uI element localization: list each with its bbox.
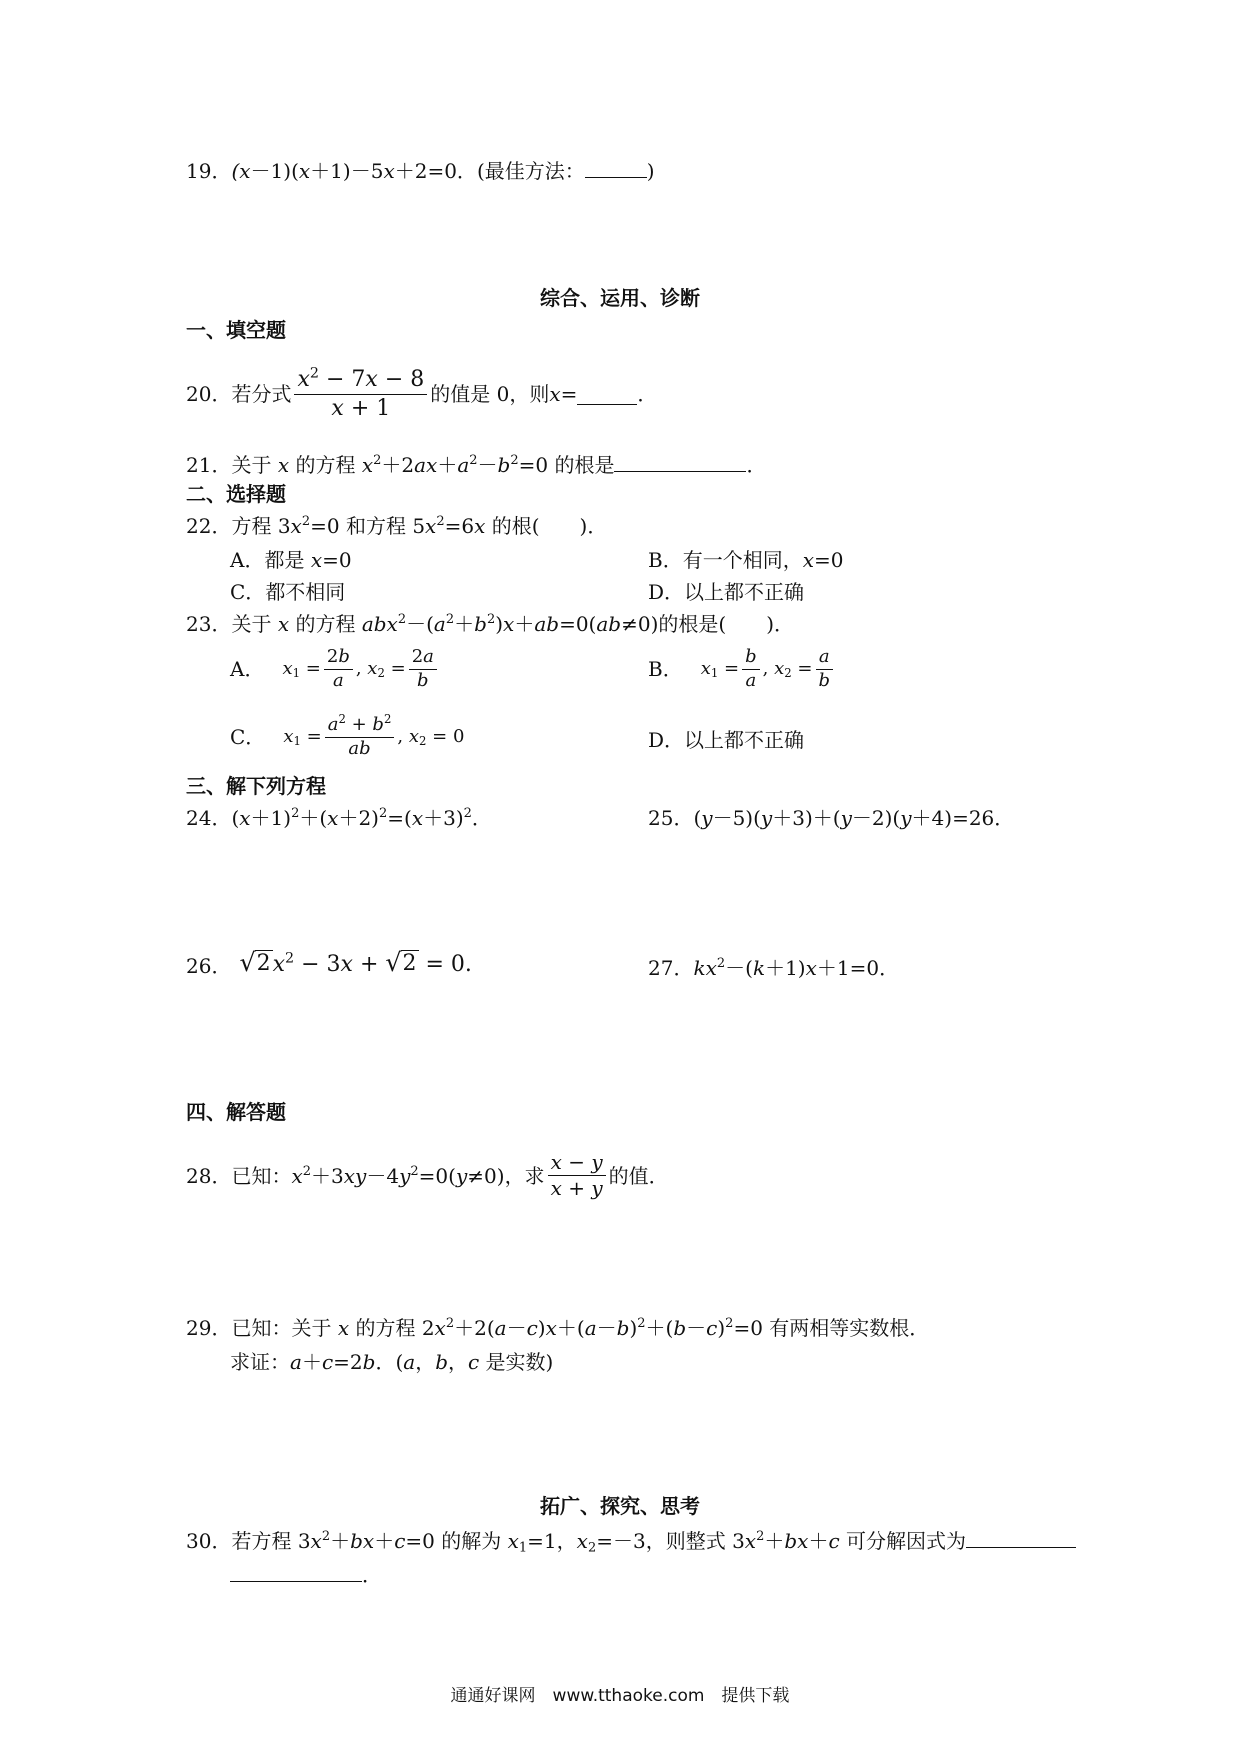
- question-26: 26． √ 2 $x^2 - 3x$ + √ 2 = 0.: [186, 948, 472, 979]
- question-22: 22．方程 $3x^2=0$ 和方程 $5x^2=6x$ 的根( )．: [186, 514, 608, 538]
- question-30: 30．若方程 $3x^2+bx+c=0$ 的解为 $x_1=1$，$x_2=-3$，则整式 $3x^2+bx+c$ 可分解因式为: [186, 1526, 1076, 1553]
- question-number: 30．: [186, 1529, 232, 1553]
- question-27: 27．$kx^2-(k+1)x+1=0$．: [648, 956, 900, 980]
- fraction: $\frac{2a}{b}$: [409, 646, 437, 692]
- question-29: 29．已知：关于 x 的方程 $2x^2+2(a-c)x+(a-b)^2+(b-c)^2=0$ 有两相等实数根．: [186, 1316, 930, 1340]
- section-title-zonghe: 综合、运用、诊断: [540, 286, 700, 310]
- fraction: $\frac{a^2 + b^2}{ab}$: [325, 714, 395, 760]
- answer-blank: [585, 156, 647, 178]
- part-heading-solve-equations: 三、解下列方程: [186, 774, 326, 798]
- question-20: 20． 若分式 $\frac{x^2 - 7x - 8}{x + 1}$ 的值是 0，则 x = ．: [186, 365, 658, 421]
- question-30-line-2: ．: [230, 1560, 382, 1587]
- q23-option-b: B． $x_1$ = $\frac{b}{a}$ , $x_2$ = $\frac{a}{b}$: [648, 646, 836, 692]
- question-number: 20．: [186, 382, 232, 406]
- q22-option-b: B．有一个相同，x=0: [648, 548, 844, 572]
- answer-blank: [966, 1526, 1076, 1548]
- question-19: 19．(x－1)(x＋1)－5x＋2=0．(最佳方法： ): [186, 156, 655, 183]
- fraction: $\frac{2b}{a}$: [324, 646, 353, 692]
- question-number: 29．: [186, 1316, 232, 1340]
- q23-option-a: A． $x_1$ = $\frac{2b}{a}$ , $x_2$ = $\frac{2a}{b}$: [230, 646, 440, 692]
- q22-option-a: A．都是 x=0: [230, 548, 352, 572]
- part-heading-answer: 四、解答题: [186, 1100, 286, 1124]
- question-number: 28．: [186, 1163, 232, 1188]
- answer-blank: [614, 450, 746, 472]
- q20-tail: 的值是 0，则: [430, 382, 550, 406]
- question-number: 22．: [186, 514, 232, 538]
- fraction: $\frac{b}{a}$: [742, 646, 760, 692]
- answer-blank: [577, 383, 637, 405]
- q22-option-d: D．以上都不正确: [648, 580, 805, 604]
- section-title-tuoguang: 拓广、探究、思考: [540, 1494, 700, 1518]
- sqrt: √ 2: [385, 948, 417, 977]
- fraction: $\frac{a}{b}$: [816, 646, 834, 692]
- part-heading-fill-blank: 一、填空题: [186, 318, 286, 342]
- method-label: (最佳方法：: [476, 159, 585, 183]
- question-number: 21．: [186, 453, 232, 477]
- question-number: 25．: [648, 806, 694, 830]
- question-number: 24．: [186, 806, 232, 830]
- question-25: 25．(y－5)(y＋3)＋(y－2)(y＋4)=26．: [648, 806, 1015, 830]
- fraction: $\frac{x^2 - 7x - 8}{x + 1}$: [294, 366, 427, 422]
- question-number: 19．: [186, 159, 232, 183]
- page-footer: 通通好课网 www.tthaoke.com 提供下载: [450, 1686, 790, 1706]
- sqrt: √ 2: [239, 948, 271, 977]
- question-29-line-2: 求证：a＋c=2b．(a，b，c 是实数): [230, 1350, 554, 1374]
- q20-lead: 若分式: [231, 382, 292, 406]
- q22-option-c: C．都不相同: [230, 580, 346, 604]
- question-24: 24．$(x+1)^2+(x+2)^2=(x+3)^2$．: [186, 806, 492, 830]
- question-21: 21．关于 x 的方程 $x^2+2ax+a^2-b^2=0$ 的根是 ．: [186, 450, 766, 477]
- question-number: 27．: [648, 956, 694, 980]
- fraction: $\frac{x - y}{x + y}$: [548, 1150, 606, 1201]
- part-heading-multiple-choice: 二、选择题: [186, 482, 286, 506]
- question-number: 23．: [186, 612, 232, 636]
- question-23: 23．关于 x 的方程 $abx^2-(a^2+b^2)x+ab=0(ab\ne 0)$的根是( )．: [186, 612, 794, 636]
- answer-blank: [230, 1560, 362, 1582]
- question-28: 28． 已知： $x^2+3xy-4y^2=0(y\ne 0)$ ，求 $\frac{x - y}{x + y}$ 的值．: [186, 1150, 669, 1200]
- q23-option-c: C． $x_1$ = $\frac{a^2 + b^2}{ab}$ , $x_2 = 0$: [230, 711, 465, 759]
- question-number: 26．: [186, 954, 232, 979]
- q23-option-d: D．以上都不正确: [648, 728, 805, 752]
